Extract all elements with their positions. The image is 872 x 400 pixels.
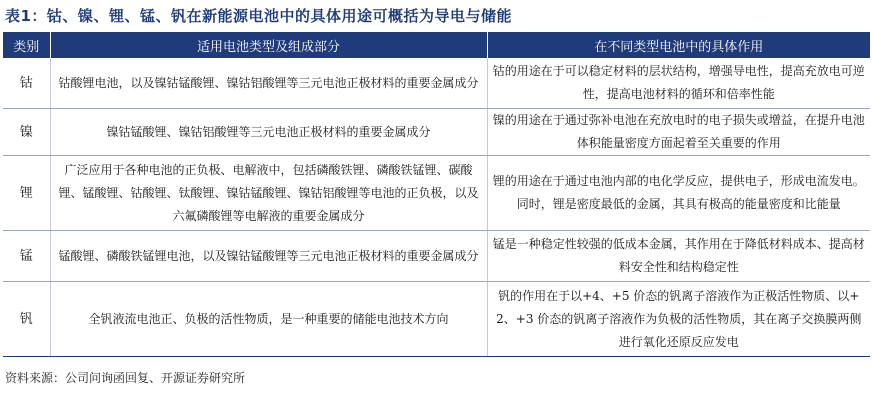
row-role: 钒的作用在于以+4、+5 价态的钒离子溶液作为正极活性物质、以+2、+3 价态的钒离子溶液作为负极的活性物质，其在离子交换膜两侧进行氧化还原反应发电 <box>487 282 870 357</box>
materials-table <box>3 32 870 357</box>
table-row <box>3 231 870 282</box>
row-battery-types: 全钒液流电池正、负极的活性物质，是一种重要的储能电池技术方向 <box>50 282 487 357</box>
table-row <box>3 282 870 357</box>
row-category: 锰 <box>3 231 50 282</box>
source-note: 资料来源：公司问询函回复、开源证券研究所 <box>5 371 246 385</box>
row-battery-types: 钴酸锂电池，以及镍钴锰酸锂、镍钴铝酸锂等三元电池正极材料的重要金属成分 <box>50 58 487 109</box>
table-title: 表1：钴、镍、锂、锰、钒在新能源电池中的具体用途可概括为导电与储能 <box>5 7 512 25</box>
row-battery-types: 锰酸锂、磷酸铁锰锂电池，以及镍钴锰酸锂等三元电池正极材料的重要金属成分 <box>50 231 487 282</box>
row-category: 钒 <box>3 282 50 357</box>
table-row <box>3 58 870 109</box>
row-category: 锂 <box>3 156 50 231</box>
row-role: 镍的用途在于通过弥补电池在充放电时的电子损失或增益，在提升电池体积能量密度方面起着至关重要的作用 <box>487 109 870 156</box>
header-category: 类别 <box>3 32 50 58</box>
row-role: 锰是一种稳定性较强的低成本金属，其作用在于降低材料成本、提高材料安全性和结构稳定性 <box>487 231 870 282</box>
row-category: 镍 <box>3 109 50 156</box>
row-battery-types: 镍钴锰酸锂、镍钴铝酸锂等三元电池正极材料的重要金属成分 <box>50 109 487 156</box>
row-category: 钴 <box>3 58 50 109</box>
table-row <box>3 109 870 156</box>
table-row <box>3 156 870 231</box>
row-battery-types: 广泛应用于各种电池的正负极、电解液中，包括磷酸铁锂、磷酸铁锰锂、碳酸锂、锰酸锂、钴酸锂、钛酸锂、镍钴锰酸锂、镍钴铝酸锂等电池的正负极，以及六氟磷酸锂等电解液的重要金属成分 <box>50 156 487 231</box>
row-role: 钴的用途在于可以稳定材料的层状结构，增强导电性，提高充放电可逆性，提高电池材料的循环和倍率性能 <box>487 58 870 109</box>
table-header <box>3 32 870 58</box>
header-battery-types: 适用电池类型及组成部分 <box>50 32 487 58</box>
header-role: 在不同类型电池中的具体作用 <box>487 32 870 58</box>
row-role: 锂的用途在于通过电池内部的电化学反应，提供电子，形成电流发电。同时，锂是密度最低的金属，其具有极高的能量密度和比能量 <box>487 156 870 231</box>
